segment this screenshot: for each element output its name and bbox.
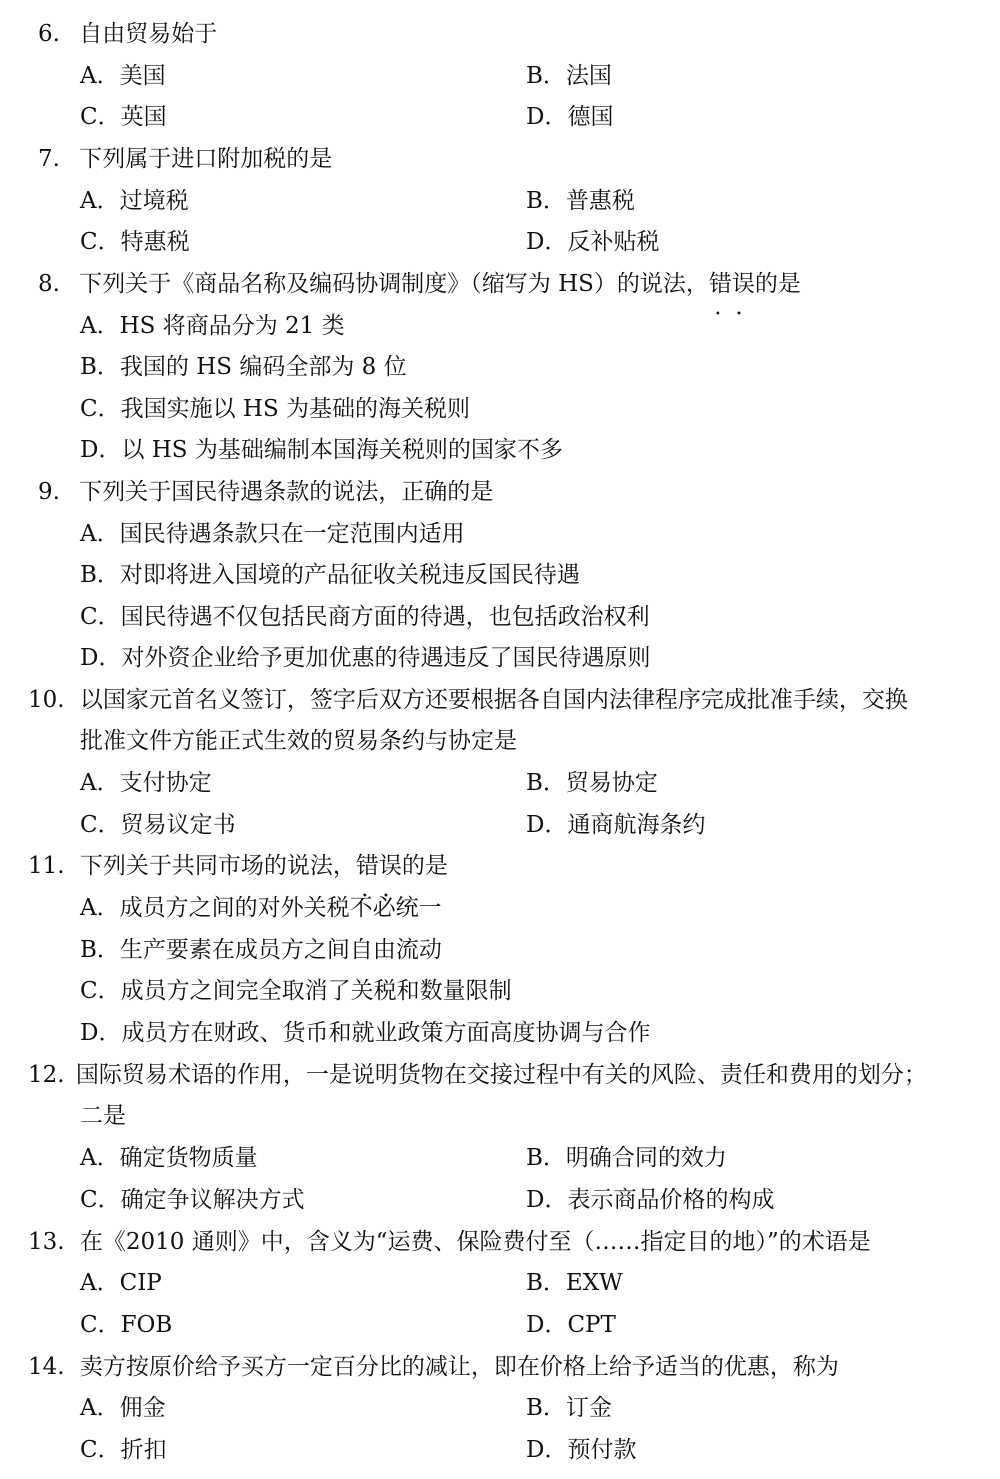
option-a: A．HS 将商品分为 21 类 <box>80 313 345 339</box>
option-a: A．支付协定 <box>80 770 212 796</box>
option-d: D．表示商品价格的构成 <box>526 1187 775 1213</box>
question-number: 11. <box>28 853 65 879</box>
option-d: D．预付款 <box>526 1437 637 1463</box>
option-b: B．生产要素在成员方之间自由流动 <box>80 937 442 963</box>
option-b: B．对即将进入国境的产品征收关税违反国民待遇 <box>80 562 580 588</box>
question-number: 14. <box>28 1354 65 1380</box>
option-c: C．特惠税 <box>80 229 190 255</box>
question-number: 13. <box>28 1229 65 1255</box>
option-b: B．我国的 HS 编码全部为 8 位 <box>80 354 407 380</box>
question-8-stem <box>38 264 801 304</box>
question-12-stem-cont: 二是 <box>80 1103 126 1129</box>
option-b: B．订金 <box>526 1395 612 1421</box>
option-a: A．美国 <box>80 63 166 89</box>
question-number: 12. <box>28 1062 65 1088</box>
option-c: C．FOB <box>80 1312 173 1338</box>
question-13-stem <box>28 1222 871 1262</box>
question-9-stem <box>38 472 493 512</box>
question-text-post: 的是 <box>401 853 448 879</box>
option-a: A．CIP <box>80 1270 162 1296</box>
option-c: C．贸易议定书 <box>80 812 236 838</box>
option-b: B．明确合同的效力 <box>526 1145 727 1171</box>
option-c: C．我国实施以 HS 为基础的海关税则 <box>80 396 471 422</box>
question-14-stem <box>28 1347 839 1387</box>
option-b: B．普惠税 <box>526 188 635 214</box>
option-c: C．成员方之间完全取消了关税和数量限制 <box>80 978 512 1004</box>
question-number: 6. <box>38 21 60 47</box>
option-a: A．确定货物质量 <box>80 1145 258 1171</box>
question-text-pre: 下列关于共同市场的说法， <box>79 853 356 879</box>
question-text: 卖方按原价给予买方一定百分比的减让，即在价格上给予适当的优惠，称为 <box>79 1354 839 1380</box>
option-d: D．以 HS 为基础编制本国海关税则的国家不多 <box>80 437 563 463</box>
question-text: 以国家元首名义签订，签字后双方还要根据各自国内法律程序完成批准手续，交换 <box>79 687 908 713</box>
option-d: D．反补贴税 <box>526 229 660 255</box>
question-10-stem <box>28 680 908 720</box>
question-number: 8. <box>38 271 60 297</box>
option-d: D．德国 <box>526 104 614 130</box>
question-10-stem-cont: 批准文件方能正式生效的贸易条约与协定是 <box>80 728 517 754</box>
question-text: 国际贸易术语的作用，一是说明货物在交接过程中有关的风险、责任和费用的划分； <box>75 1062 927 1088</box>
option-a: A．过境税 <box>80 188 189 214</box>
question-text-pre: 下列关于《商品名称及编码协调制度》（缩写为 HS）的说法， <box>79 271 709 297</box>
question-text: 下列关于国民待遇条款的说法，正确的是 <box>79 479 494 505</box>
question-text: 在《2010 通则》中，含义为“运费、保险费付至（……指定目的地）”的术语是 <box>79 1229 871 1255</box>
option-a: A．佣金 <box>80 1395 166 1421</box>
option-c: C．国民待遇不仅包括民商方面的待遇，也包括政治权利 <box>80 604 650 630</box>
option-d: D．CPT <box>526 1312 616 1338</box>
option-d: D．对外资企业给予更加优惠的待遇违反了国民待遇原则 <box>80 645 651 671</box>
emphasis-word: 错误 • • <box>709 271 755 297</box>
question-text-post: 的是 <box>754 271 801 297</box>
question-number: 9. <box>38 479 60 505</box>
question-6-stem <box>38 14 217 54</box>
question-text: 自由贸易始于 <box>79 21 218 47</box>
option-d: D．成员方在财政、货币和就业政策方面高度协调与合作 <box>80 1020 651 1046</box>
question-12-stem <box>28 1055 927 1095</box>
option-b: B．法国 <box>526 63 612 89</box>
question-7-stem <box>38 139 332 179</box>
option-c: C．折扣 <box>80 1437 167 1463</box>
question-number: 7. <box>38 146 60 172</box>
option-d: D．通商航海条约 <box>526 812 706 838</box>
option-b: B．贸易协定 <box>526 770 658 796</box>
emphasis-word: 错误 • • <box>356 853 402 879</box>
question-text: 下列属于进口附加税的是 <box>79 146 333 172</box>
option-c: C．确定争议解决方式 <box>80 1187 305 1213</box>
option-b: B．EXW <box>526 1270 623 1296</box>
option-a: A．成员方之间的对外关税不必统一 <box>80 895 442 921</box>
option-a: A．国民待遇条款只在一定范围内适用 <box>80 521 465 547</box>
question-11-stem <box>28 846 448 886</box>
question-number: 10. <box>28 687 65 713</box>
option-c: C．英国 <box>80 104 167 130</box>
